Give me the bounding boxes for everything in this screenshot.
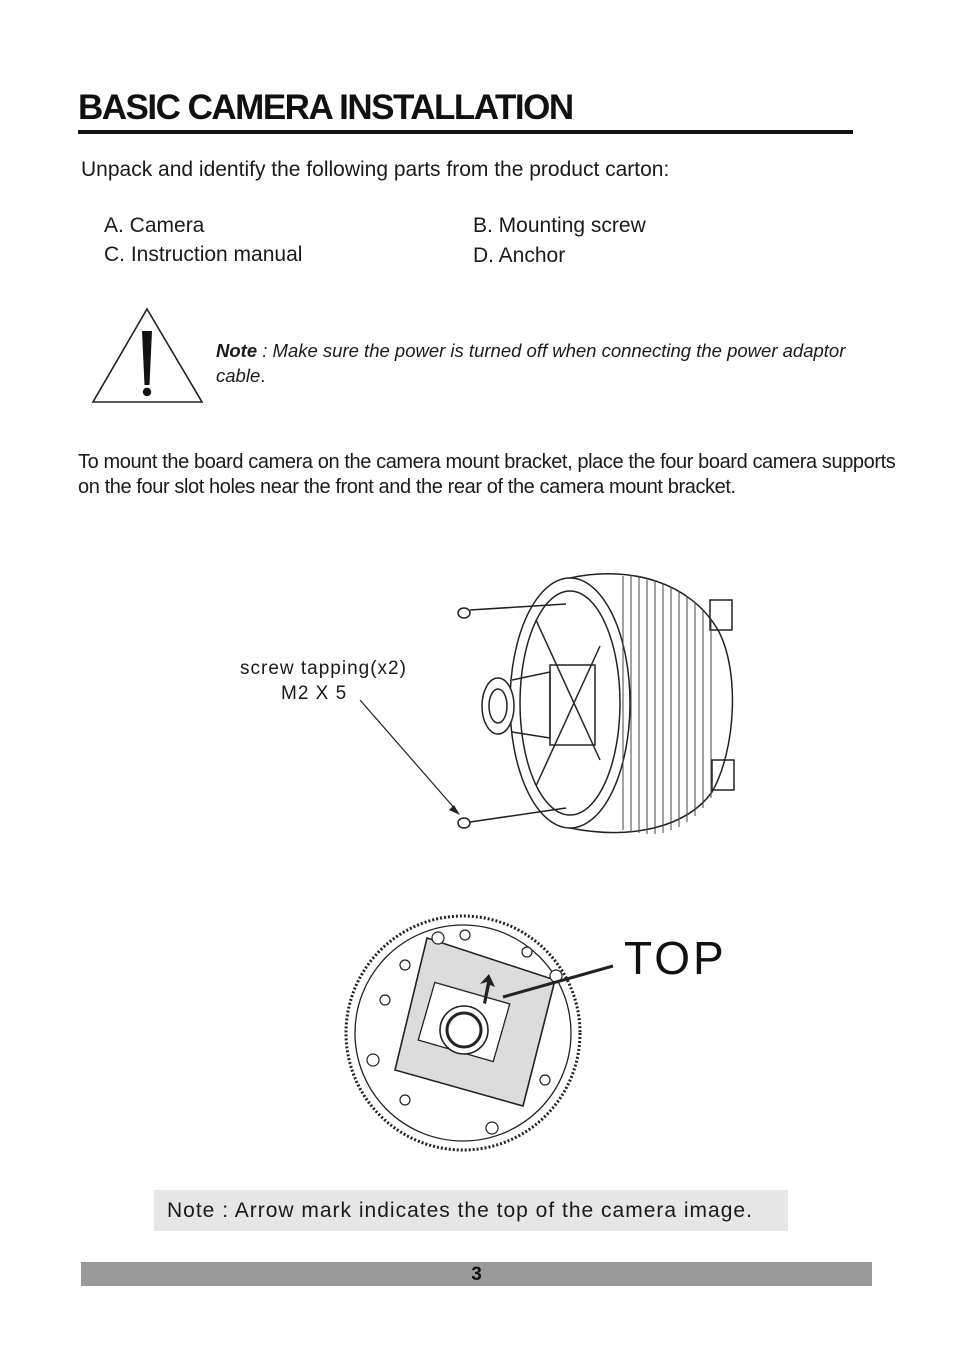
screw-callout-line1: screw tapping(x2) — [240, 658, 407, 679]
part-c: C. Instruction manual — [104, 243, 303, 266]
note-label: Note — [216, 340, 258, 361]
part-a: A. Camera — [104, 214, 205, 237]
intro-text: Unpack and identify the following parts from the product carton: — [81, 158, 670, 181]
arrow-note: Note : Arrow mark indicates the top of the camera image. — [154, 1190, 788, 1231]
screw-callout-line2: M2 X 5 — [281, 683, 348, 704]
page-title: BASIC CAMERA INSTALLATION — [78, 88, 573, 127]
mount-instructions: To mount the board camera on the camera mount bracket, place the four board camera supports on the four slot holes near the front and the rear of the camera mount bracket. — [78, 451, 896, 498]
top-label: TOP — [624, 932, 727, 984]
part-d: D. Anchor — [473, 244, 566, 267]
camera-top-view-illustration — [345, 910, 585, 1155]
note-period: . — [260, 365, 266, 386]
page-number: 3 — [81, 1262, 872, 1286]
part-b: B. Mounting screw — [473, 214, 646, 237]
note-body: : Make sure the power is turned off when connecting the power adaptor cable — [216, 340, 846, 386]
